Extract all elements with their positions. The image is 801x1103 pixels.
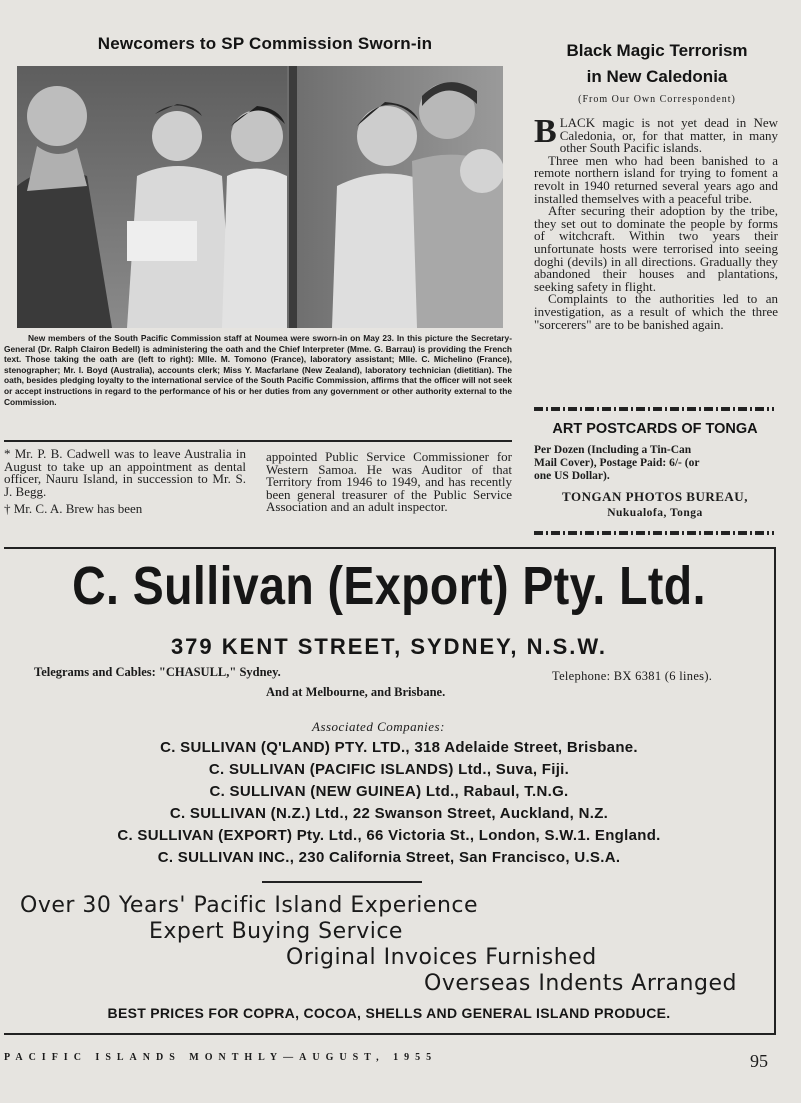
branches-line: And at Melbourne, and Brisbane. (266, 685, 446, 699)
company-name: C. Sullivan (Export) Pty. Ltd. (72, 556, 706, 616)
slogan-1: Over 30 Years' Pacific Island Experience (20, 893, 479, 918)
associated-new-guinea: C. SULLIVAN (NEW GUINEA) Ltd., Rabaul, T.N.G. (209, 783, 569, 800)
best-prices: BEST PRICES FOR COPRA, COCOA, SHELLS AND GENERAL ISLAND PRODUCE. (107, 1005, 671, 1021)
left-column-1 (4, 448, 246, 516)
associated-pacific: C. SULLIVAN (PACIFIC ISLANDS) Ltd., Suva, Fiji. (208, 761, 570, 778)
byline: (From Our Own Correspondent) (578, 94, 736, 105)
newcomers-headline: Newcomers to SP Commission Sworn-in (97, 34, 433, 53)
postcards-line-3: one US Dollar). (534, 470, 610, 482)
photo-image (17, 66, 503, 328)
photos-bureau: TONGAN PHOTOS BUREAU, (562, 489, 748, 504)
headline-line-1: Black Magic Terrorism (566, 41, 748, 60)
associated-inc-sf: C. SULLIVAN INC., 230 California Street, San Francisco, U.S.A. (157, 849, 621, 866)
slogan-3: Original Invoices Furnished (286, 945, 597, 970)
telephone-line: Telephone: BX 6381 (6 lines). (552, 669, 713, 683)
postcards-line-1: Per Dozen (Including a Tin-Can (534, 444, 692, 456)
para-2: Three men who had been banished to a remote northern island for trying to foment a revolt in 1940 returned several years ago and installed themselves with a peaceful tribe. (534, 152, 778, 206)
left-column-2 (266, 451, 512, 514)
associated-heading: Associated Companies: (312, 719, 445, 734)
telegrams-line: Telegrams and Cables: "CHASULL," Sydney. (34, 665, 281, 679)
running-footer: PACIFIC ISLANDS MONTHLY—AUGUST, 1955 (4, 1052, 438, 1063)
ad-inner-divider (262, 881, 422, 883)
para-1-text: LACK magic is not yet dead in New Caledonia, or, for that matter, in many other South Pacific islands. (559, 115, 778, 156)
associated-qland: C. SULLIVAN (Q'LAND) PTY. LTD., 318 Adelaide Street, Brisbane. (160, 739, 638, 756)
caption-text: New members of the South Pacific Commission staff at Noumea were sworn-in on May 23. In this picture the Secretary-General (Dr. Ralph Clairon Bedell) is administering the oath and the Chief Interpreter (Mme. G. Barrau) is providing the French text. Those taking the oath are (left to right): Mlle. M. Tomono (France), laboratory assistant; Mlle. C. Michelino (France), stenographer; Mr. I. Boyd (Australia), accounts clerk; Miss Y. Macfarlane (New Zealand), laboratory technician (dietitian). The oath, besides pledging loyalty to the international service of the South Pacific Commission, affirms that the officer will not seek or accept instructions in regard to the performance of his or her duties from any government or other authority external to the Commission. (4, 333, 512, 407)
associated-export-london: C. SULLIVAN (EXPORT) Pty. Ltd., 66 Victoria St., London, S.W.1. England. (117, 827, 661, 844)
company-address: 379 KENT STREET, SYDNEY, N.S.W. (170, 634, 608, 659)
postcards-details (534, 444, 784, 483)
brew-paragraph-start: † Mr. C. A. Brew has been (4, 501, 143, 517)
cadwell-paragraph: * Mr. P. B. Cadwell was to leave Australia in August to take up an appointment as dental officer, Nauru Island, in succession to Mr. S. J. Begg. (4, 446, 246, 499)
photo-caption (4, 333, 512, 407)
postcards-line-2: Mail Cover), Postage Paid: 6/- (or (534, 457, 700, 469)
brew-paragraph-cont: appointed Public Service Commissioner for Western Samoa. He was Auditor of that Territory from 1946 to 1949, and has recently been general treasurer of the Public Service Association and an adult inspector. (266, 449, 512, 515)
para-3: After securing their adoption by the tribe, they set out to dominate the people by forms of witchcraft. Within two years their unfortunate hosts were terrorised into seeing doghi (devils) in all directions. Gradually they abandoned their houses and plantations, seeking safety in flight. (534, 203, 778, 294)
slogan-2: Expert Buying Service (149, 919, 403, 944)
associated-nz: C. SULLIVAN (N.Z.) Ltd., 22 Swanson Street, Auckland, N.Z. (169, 805, 609, 822)
left-divider (4, 440, 512, 442)
postcards-top-border (534, 407, 774, 411)
bureau-location: Nukualofa, Tonga (607, 507, 703, 519)
postcards-title: ART POSTCARDS OF TONGA (552, 421, 758, 437)
postcards-bottom-border (534, 531, 774, 535)
para-4: Complaints to the authorities led to an investigation, as a result of which the three "sorcerers" are to be banished again. (534, 291, 778, 332)
headline-line-2: in New Caledonia (586, 67, 728, 86)
sullivan-advertisement (4, 547, 776, 1035)
drop-cap: B (534, 113, 557, 150)
slogan-4: Overseas Indents Arranged (424, 971, 737, 996)
commission-photo (17, 66, 503, 328)
black-magic-headline (520, 38, 794, 90)
page-number: 95 (750, 1051, 768, 1071)
associated-companies (4, 737, 774, 869)
para-1 (534, 113, 778, 156)
black-magic-body (534, 113, 778, 332)
